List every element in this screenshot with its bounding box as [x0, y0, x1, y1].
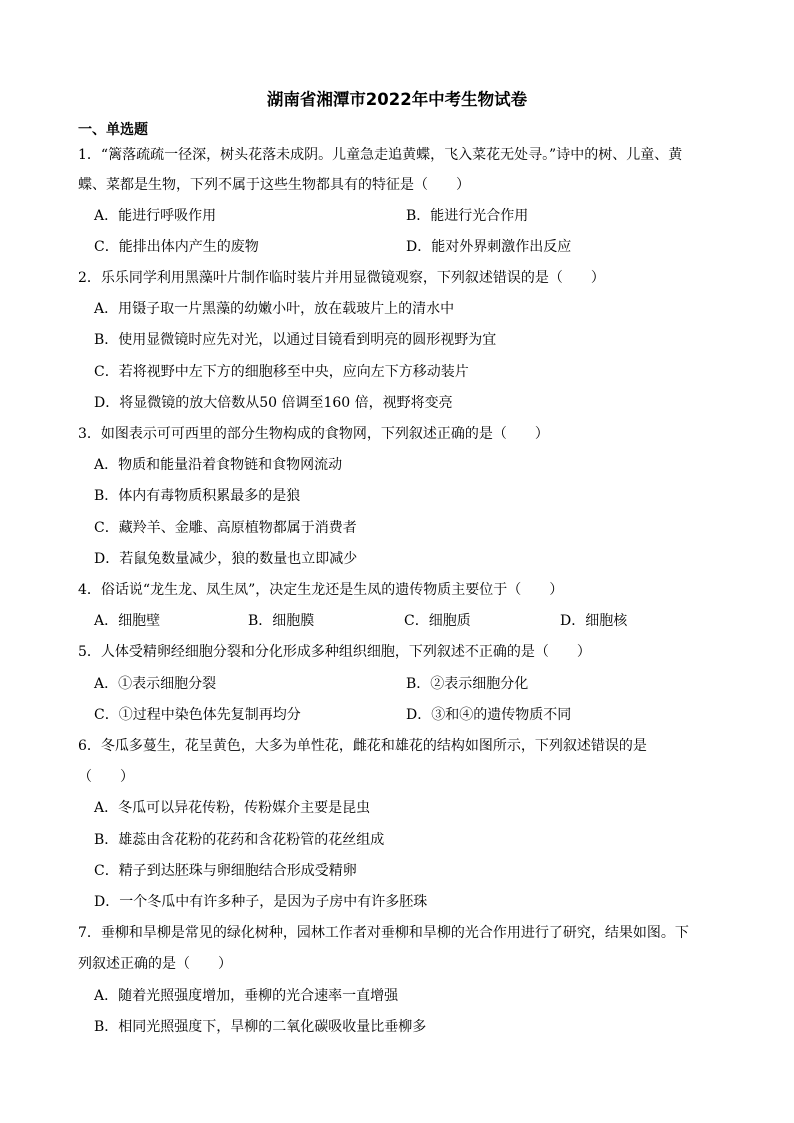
question-2-option-d: D．将显微镜的放大倍数从50 倍调至160 倍，视野将变亮	[94, 395, 453, 411]
question-3-option-d: D．若鼠兔数量减少，狼的数量也立即减少	[94, 551, 358, 567]
question-1-option-c: C．能排出体内产生的废物	[94, 239, 259, 255]
question-1-stem-line-1: 1．“篱落疏疏一径深，树头花落未成阴。儿童急走追黄蝶，飞入菜花无处寻。”诗中的树、儿童、黄	[78, 147, 683, 163]
question-2-option-c: C．若将视野中左下方的细胞移至中央，应向左下方移动装片	[94, 364, 469, 380]
question-5-option-b: B．②表示细胞分化	[406, 676, 529, 692]
question-3-option-a: A．物质和能量沿着食物链和食物网流动	[94, 457, 343, 473]
question-4-option-d: D．细胞核	[560, 613, 628, 629]
question-6-option-b: B．雄蕊由含花粉的花药和含花粉管的花丝组成	[94, 832, 385, 848]
question-3-option-b: B．体内有毒物质积累最多的是狼	[94, 488, 301, 504]
question-1-option-b: B．能进行光合作用	[406, 208, 529, 224]
question-6-stem-line-1: 6．冬瓜多蔓生，花呈黄色，大多为单性花，雌花和雄花的结构如图所示，下列叙述错误的是	[78, 738, 647, 754]
question-4-option-b: B．细胞膜	[248, 613, 315, 629]
question-7-option-a: A．随着光照强度增加，垂柳的光合速率一直增强	[94, 988, 399, 1004]
question-7-stem-line-2: 列叙述正确的是（ ）	[78, 956, 232, 972]
question-1-option-d: D．能对外界刺激作出反应	[406, 239, 572, 255]
page-title: 湖南省湘潭市2022年中考生物试卷	[266, 90, 528, 109]
question-5-option-a: A．①表示细胞分裂	[94, 676, 217, 692]
question-5-option-d: D．③和④的遗传物质不同	[406, 707, 572, 723]
question-7-option-b: B．相同光照强度下，旱柳的二氧化碳吸收量比垂柳多	[94, 1019, 427, 1035]
question-4-option-a: A．细胞壁	[94, 613, 161, 629]
question-3-option-c: C．藏羚羊、金雕、高原植物都属于消费者	[94, 520, 357, 536]
question-4-option-c: C．细胞质	[404, 613, 471, 629]
question-2-stem: 2．乐乐同学利用黑藻叶片制作临时装片并用显微镜观察，下列叙述错误的是（ ）	[78, 270, 605, 286]
question-7-stem-line-1: 7．垂柳和旱柳是常见的绿化树种，园林工作者对垂柳和旱柳的光合作用进行了研究，结果如图。下	[78, 925, 689, 941]
question-6-option-c: C．精子到达胚珠与卵细胞结合形成受精卵	[94, 863, 357, 879]
question-2-option-b: B．使用显微镜时应先对光，以通过目镜看到明亮的圆形视野为宜	[94, 332, 497, 348]
question-6-option-a: A．冬瓜可以异花传粉，传粉媒介主要是昆虫	[94, 800, 371, 816]
question-6-stem-line-2: （ ）	[78, 769, 134, 785]
question-4-stem: 4．俗话说“龙生龙、凤生凤”，决定生龙还是生凤的遗传物质主要位于（ ）	[78, 582, 564, 598]
question-2-option-a: A．用镊子取一片黑藻的幼嫩小叶，放在载玻片上的清水中	[94, 301, 455, 317]
question-6-option-d: D．一个冬瓜中有许多种子，是因为子房中有许多胚珠	[94, 894, 428, 910]
question-5-option-c: C．①过程中染色体先复制再均分	[94, 707, 301, 723]
section-heading: 一、单选题	[78, 122, 148, 138]
question-1-option-a: A．能进行呼吸作用	[94, 208, 217, 224]
question-5-stem: 5．人体受精卵经细胞分裂和分化形成多种组织细胞，下列叙述不正确的是（ ）	[78, 644, 591, 660]
question-1-stem-line-2: 蝶、菜都是生物，下列不属于这些生物都具有的特征是（ ）	[78, 177, 470, 193]
question-3-stem: 3．如图表示可可西里的部分生物构成的食物网，下列叙述正确的是（ ）	[78, 426, 549, 442]
